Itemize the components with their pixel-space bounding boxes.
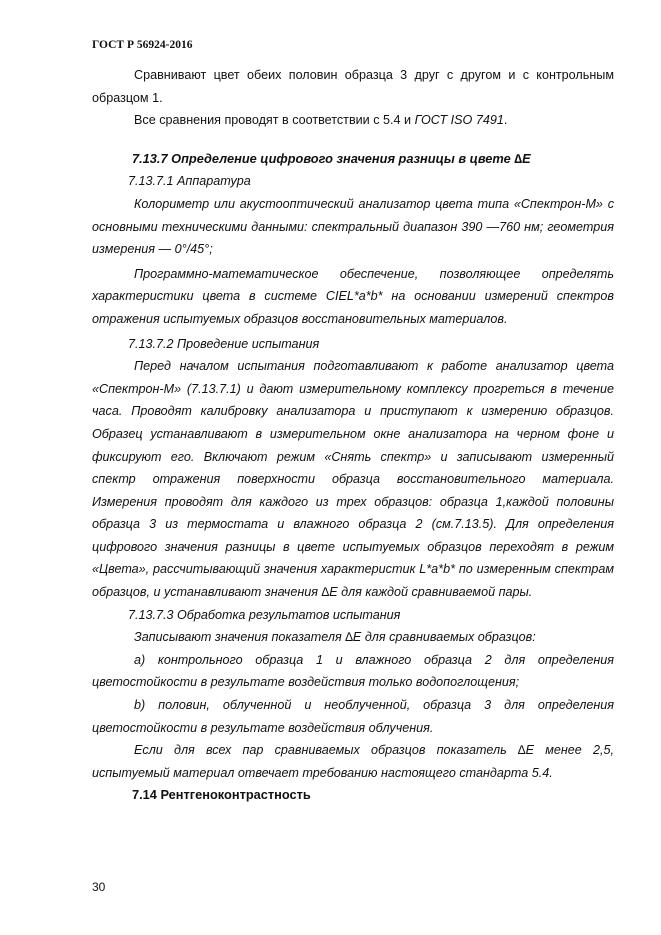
subsection-heading-7-13-7-3: 7.13.7.3 Обработка результатов испытания	[128, 607, 401, 622]
subsection-heading-7-13-7-1: 7.13.7.1 Аппаратура	[128, 174, 251, 189]
subsection-heading-7-13-7-2: 7.13.7.2 Проведение испытания	[128, 336, 320, 351]
paragraph-colorimeter: Колориметр или акустооптический анализатор цвета типа «Спектрон-М» с основными техническими данными: спектральный диапазон 390 —760 нм; геометрия измерения — 0°/45°;	[92, 196, 614, 257]
paragraph-software: Программно-математическое обеспечение, позволяющее определять характеристики цвета в системе CIEL*a*b* на основании измерений спектров отражения испытуемых образцов восстановительных материалов.	[92, 266, 614, 326]
list-item-a: а) контрольного образца 1 и влажного образца 2 для определения цветостойкости в результате воздействия только водопоглощения;	[92, 652, 614, 690]
paragraph-test-procedure: Перед началом испытания подготавливают к работе анализатор цвета «Спектрон-М» (7.13.7.1) и дают измерительному комплексу прогреться в течение часа. Проводят калибровку анализатора и приступают к измерению образцов. Образец устанавливают в измерительном окне анализатора на черном фоне и фиксируют его. Включают режим «Снять спектр» и записывают измеренный спектр отражения поверхности образца восстановительного материала. Измерения проводят для каждого из трех образцов: образца 1,каждой половины образца 3 из термостата и влажного образца 2 (см.7.13.5). Для определения цифрового значения разницы в цвете испытуемых образцов переходят в режим «Цвета», рассчитывающий значения характеристик L*a*b* по измеренным спектрам образцов, и устанавливают значения ∆E для каждой сравниваемой пары.	[92, 359, 614, 600]
document-header: ГОСТ Р 56924-2016	[92, 39, 193, 51]
paragraph-conclusion: Если для всех пар сравниваемых образцов показатель ∆E менее 2,5, испытуемый материал отвечает требованию настоящего стандарта 5.4.	[92, 743, 614, 780]
paragraph-record-values: Записывают значения показателя ∆E для сравниваемых образцов:	[134, 630, 536, 645]
paragraph-text: .	[503, 113, 508, 128]
page-number: 30	[92, 880, 106, 894]
document-body	[92, 64, 614, 807]
list-item-b: b) половин, облученной и необлученной, образца 3 для определения цветостойкости в результате воздействия облучения.	[92, 698, 614, 735]
section-heading-7-14: 7.14 Рентгеноконтрастность	[132, 787, 311, 803]
section-heading-7-13-7: 7.13.7 Определение цифрового значения разницы в цвете ∆E	[132, 150, 531, 166]
standard-reference-link: ГОСТ ISO 7491	[414, 113, 504, 128]
paragraph-compare-halves: Сравнивают цвет обеих половин образца 3 друг с другом и с контрольным образцом 1.	[92, 68, 614, 105]
paragraph-comparison-reference	[92, 109, 614, 132]
paragraph-text: Все сравнения проводят в соответствии с 5.4 и	[134, 113, 415, 128]
